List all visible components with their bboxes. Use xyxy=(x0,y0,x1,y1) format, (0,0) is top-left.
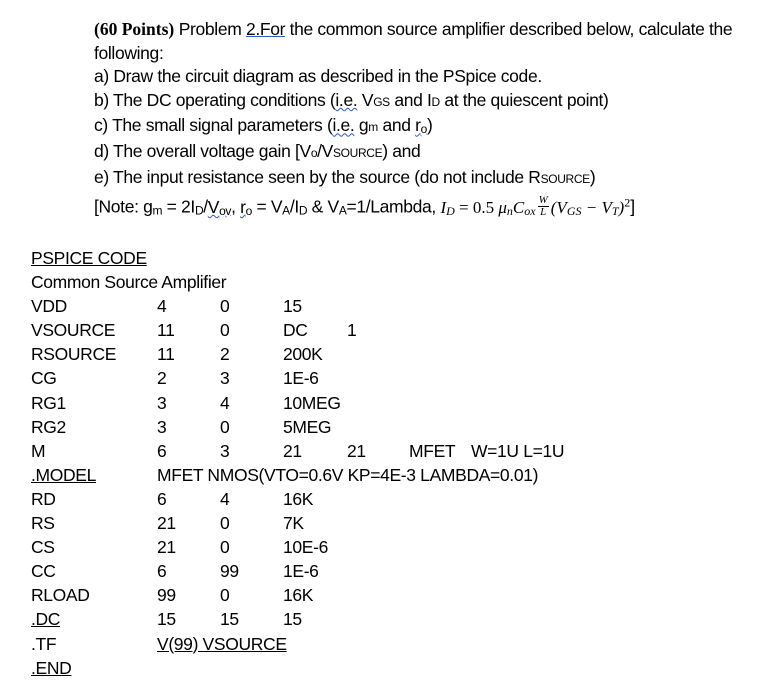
item-b-sub2: D xyxy=(431,94,440,109)
cell-node1: 3 xyxy=(157,416,167,437)
cell-node2: 3 xyxy=(220,440,230,461)
formula-close: ) xyxy=(618,197,625,217)
cell-node1: 6 xyxy=(157,488,167,509)
code-row-rs xyxy=(31,511,304,535)
cell-value: 16K xyxy=(283,488,314,509)
cell-node1: 11 xyxy=(157,344,175,365)
title-text-end: the common source amplifier described below, calculate the xyxy=(285,19,733,39)
item-e xyxy=(94,166,778,192)
code-row-cc xyxy=(31,559,319,583)
cell-node2: 4 xyxy=(220,392,230,413)
cell-node1: 11 xyxy=(157,320,175,341)
code-row-dc xyxy=(31,607,302,631)
note-sub-d2: D xyxy=(298,203,308,218)
code-row-m xyxy=(31,439,565,463)
cell-name: RG1 xyxy=(31,392,66,413)
cell-node2: 2 xyxy=(220,344,230,365)
formula-vgs-sub: GS xyxy=(566,203,582,218)
item-c-mid2: and xyxy=(377,115,416,136)
cell-name: RLOAD xyxy=(31,585,90,606)
cell-node2: 0 xyxy=(220,416,230,437)
code-row-rload xyxy=(31,583,314,607)
cell-node2: 0 xyxy=(220,537,230,558)
cell-name: M xyxy=(31,440,46,461)
cell-node2: 0 xyxy=(220,320,230,341)
cell-name: VSOURCE xyxy=(31,320,116,341)
note-sub-a2: A xyxy=(338,203,347,218)
cell-node1: 6 xyxy=(157,561,167,582)
formula-mu: μ xyxy=(498,197,507,217)
item-c-ie: i.e. xyxy=(332,115,355,136)
cell-node2: 99 xyxy=(220,561,239,582)
code-row-end xyxy=(31,656,226,680)
code-row-model xyxy=(31,463,539,487)
problem-title xyxy=(94,18,778,42)
cell-model: MFET xyxy=(409,440,456,461)
item-d-end: ) and xyxy=(382,140,421,161)
code-subtitle: Common Source Amplifier xyxy=(31,272,227,293)
item-b-sub1: GS xyxy=(373,94,390,109)
item-e-sub1: SOURCE xyxy=(540,171,590,186)
note-line xyxy=(94,191,778,220)
note-sub-d: D xyxy=(194,203,204,218)
item-c-ro xyxy=(415,115,427,135)
cell-value: 7K xyxy=(283,513,304,534)
cell-step: 15 xyxy=(283,609,302,630)
note-sub-ov: ov xyxy=(219,203,232,218)
note-ro-letter: r xyxy=(240,196,246,217)
formula-cox: C xyxy=(512,197,525,217)
cell-name: RG2 xyxy=(31,416,66,437)
cell-node2: 0 xyxy=(220,585,230,606)
item-d-sub1: o xyxy=(310,145,318,160)
note-ro xyxy=(240,197,252,217)
cell-node4: 21 xyxy=(347,440,366,461)
item-b-mid2: and I xyxy=(389,89,432,110)
cell-value: 16K xyxy=(283,585,314,606)
note-vov xyxy=(208,197,231,217)
item-b-mid1: V xyxy=(357,89,374,110)
code-row-tf xyxy=(31,632,287,656)
cell-value: 10E-6 xyxy=(283,537,328,558)
formula-fraction xyxy=(538,195,549,218)
item-c-ro-letter: r xyxy=(415,115,421,136)
code-row-vdd xyxy=(31,294,302,318)
code-header: PSPICE CODE xyxy=(31,248,147,268)
note-sub-m: m xyxy=(152,203,163,218)
item-d-sub2: SOURCE xyxy=(332,145,383,160)
cell-name: CS xyxy=(31,537,55,558)
cell-node2: 0 xyxy=(220,513,230,534)
cell-stop: 15 xyxy=(220,609,239,630)
cell-name: RS xyxy=(31,513,55,534)
note-p3: / xyxy=(203,196,208,217)
item-d xyxy=(94,140,778,166)
formula-frac-den: L xyxy=(540,206,547,219)
note-p4: , xyxy=(231,196,241,217)
cell-node2: 0 xyxy=(220,296,230,317)
formula-cox-sub: ox xyxy=(524,203,536,218)
item-a: a) Draw the circuit diagram as described in the PSpice code. xyxy=(94,66,542,87)
cell-value: 1E-6 xyxy=(283,561,319,582)
pspice-code xyxy=(31,246,565,680)
note-p7: & V xyxy=(307,196,339,217)
code-row-cs xyxy=(31,535,328,559)
note-p2: = 2I xyxy=(162,196,195,217)
formula-vt-sub: T xyxy=(611,203,619,218)
cell-value: 5MEG xyxy=(283,416,332,437)
cell-node3: 21 xyxy=(283,440,302,461)
item-e-end: ) xyxy=(589,166,596,187)
formula-mu-sub: n xyxy=(506,203,513,218)
item-c-sub2: o xyxy=(420,122,427,137)
item-b xyxy=(94,89,778,115)
cell-value: DC xyxy=(283,320,308,341)
code-row-rsource xyxy=(31,342,323,366)
cell-params: W=1U L=1U xyxy=(471,440,565,461)
formula-eq: = 0.5 xyxy=(454,197,499,217)
cell-node2: 3 xyxy=(220,368,230,389)
cell-tf-args: V(99) VSOURCE xyxy=(157,633,287,654)
note-end: ] xyxy=(630,196,635,217)
note-p5: = V xyxy=(251,196,283,217)
code-row-rd xyxy=(31,487,314,511)
cell-node1: 3 xyxy=(157,392,167,413)
item-c-sub1: m xyxy=(368,120,378,135)
title-text: Problem xyxy=(174,19,246,39)
cell-name: RD xyxy=(31,488,56,509)
cell-value: 15 xyxy=(283,296,302,317)
cell-start: 15 xyxy=(157,609,176,630)
item-b-prefix: b) The DC operating conditions ( xyxy=(94,89,336,110)
drain-current-formula xyxy=(440,194,631,219)
cell-node1: 2 xyxy=(157,368,167,389)
cell-name: .TF xyxy=(31,633,57,654)
code-row-vsource xyxy=(31,318,357,342)
item-c-prefix: c) The small signal parameters ( xyxy=(94,115,333,136)
formula-paren: (V xyxy=(550,197,567,217)
cell-name: .END xyxy=(31,657,72,678)
formula-frac-num: W xyxy=(538,194,548,207)
item-b-ie: i.e. xyxy=(335,89,358,110)
cell-name: RSOURCE xyxy=(31,344,117,365)
note-p6: /I xyxy=(289,196,299,217)
cell-node1: 21 xyxy=(157,513,176,534)
item-c-mid1: g xyxy=(354,115,369,136)
item-d-prefix: d) The overall voltage gain [V xyxy=(94,140,311,161)
cell-value: 200K xyxy=(283,344,323,365)
cell-name: .MODEL xyxy=(31,464,96,485)
formula-minus: − V xyxy=(581,197,612,217)
item-b-end: at the quiescent point) xyxy=(439,89,609,110)
cell-name: VDD xyxy=(31,296,67,317)
problem-statement xyxy=(94,18,778,220)
cell-model-def: MFET NMOS(VTO=0.6V KP=4E-3 LAMBDA=0.01) xyxy=(157,464,539,485)
item-e-prefix: e) The input resistance seen by the source (do not include R xyxy=(94,166,541,187)
cell-name: CC xyxy=(31,561,56,582)
cell-name: .DC xyxy=(31,609,61,630)
cell-node1: 4 xyxy=(157,296,167,317)
cell-value: 1E-6 xyxy=(283,368,319,389)
cell-value: 10MEG xyxy=(283,392,341,413)
cell-node2: 4 xyxy=(220,488,230,509)
item-d-mid: /V xyxy=(317,140,333,161)
formula-id-sub: D xyxy=(446,203,455,218)
note-vov-letter: V xyxy=(207,196,220,217)
problem-link[interactable]: 2.For xyxy=(245,19,286,39)
cell-node1: 6 xyxy=(157,440,167,461)
note-sub-o: o xyxy=(245,203,252,218)
formula-square: 2 xyxy=(624,195,631,210)
note-sub-a: A xyxy=(282,203,290,218)
cell-node1: 21 xyxy=(157,537,176,558)
code-row-rg2 xyxy=(31,415,332,439)
item-c xyxy=(94,114,778,140)
code-row-cg xyxy=(31,366,319,390)
note-p8: =1/Lambda, xyxy=(346,196,441,217)
points-label: (60 Points) xyxy=(94,19,175,39)
cell-extra: 1 xyxy=(347,320,357,341)
item-c-end: ) xyxy=(426,115,433,136)
cell-name: CG xyxy=(31,368,57,389)
cell-node1: 99 xyxy=(157,585,176,606)
title-continuation: following: xyxy=(94,42,164,63)
code-row-rg1 xyxy=(31,391,341,415)
note-p1: [Note: g xyxy=(94,196,153,217)
formula-id: I xyxy=(440,197,447,217)
